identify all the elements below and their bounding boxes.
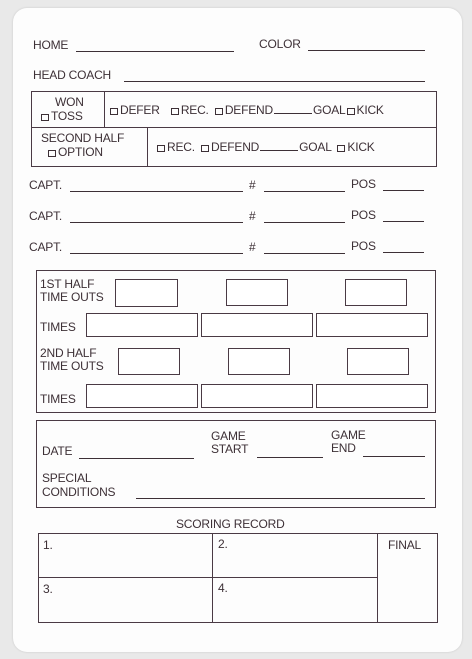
scoring-col-divider xyxy=(212,533,213,623)
game-start-field[interactable] xyxy=(257,457,323,458)
scoring-table xyxy=(38,533,438,623)
first-half-timeout-2[interactable] xyxy=(226,279,288,306)
goal-label: GOAL xyxy=(312,103,346,117)
second-half-to-label-line2: TIME OUTS xyxy=(40,359,104,373)
capt-number-field-1[interactable] xyxy=(264,191,345,192)
rec-checkbox[interactable] xyxy=(171,108,179,115)
capt-pos-label-3: POS xyxy=(351,239,376,253)
game-end-field[interactable] xyxy=(363,456,425,457)
option-checkbox[interactable] xyxy=(48,150,56,157)
game-start-label-line1: GAME xyxy=(211,429,246,443)
defend-goal-field[interactable] xyxy=(274,113,312,114)
second-half-defend-label: DEFEND xyxy=(211,140,260,154)
toss-choices-row xyxy=(110,104,384,117)
capt-label-1: CAPT. xyxy=(29,178,63,192)
capt-pos-label-1: POS xyxy=(351,177,376,191)
special-conditions-label-line2: CONDITIONS xyxy=(42,485,116,499)
capt-number-label-3: # xyxy=(249,240,256,254)
first-half-timeout-3[interactable] xyxy=(345,279,407,306)
final-col-divider xyxy=(377,533,378,623)
capt-pos-label-2: POS xyxy=(351,208,376,222)
color-field[interactable] xyxy=(308,50,425,51)
second-half-timeout-1[interactable] xyxy=(118,348,180,375)
game-end-label-line1: GAME xyxy=(331,428,366,442)
home-field[interactable] xyxy=(76,51,234,52)
quarter-3-label: 3. xyxy=(43,582,53,596)
scoring-row-divider xyxy=(38,577,378,578)
second-half-time-2[interactable] xyxy=(201,384,313,408)
defer-checkbox[interactable] xyxy=(110,108,118,115)
special-conditions-field[interactable] xyxy=(136,498,425,499)
toss-divider xyxy=(31,127,437,128)
second-half-defend-goal-field[interactable] xyxy=(260,150,298,151)
toss-label: TOSS xyxy=(51,109,83,123)
first-half-time-1[interactable] xyxy=(86,313,198,337)
head-coach-field[interactable] xyxy=(124,81,425,82)
capt-number-field-2[interactable] xyxy=(264,222,345,223)
second-half-kick-label: KICK xyxy=(347,140,375,154)
date-field[interactable] xyxy=(79,458,194,459)
second-half-timeout-3[interactable] xyxy=(347,348,409,375)
toss-checkbox[interactable] xyxy=(41,114,49,121)
toss-col-divider xyxy=(104,91,105,127)
capt-name-field-3[interactable] xyxy=(70,253,243,254)
second-half-label: SECOND HALF xyxy=(41,131,125,145)
option-label: OPTION xyxy=(58,145,103,159)
capt-name-field-1[interactable] xyxy=(70,191,243,192)
rec-label: REC. xyxy=(180,103,209,117)
capt-number-label-2: # xyxy=(249,209,256,223)
coin-toss-card xyxy=(13,8,462,652)
first-half-time-2[interactable] xyxy=(201,313,313,337)
head-coach-label: HEAD COACH xyxy=(33,68,112,82)
game-start-label-line2: START xyxy=(211,442,249,456)
special-conditions-label-line1: SPECIAL xyxy=(42,471,92,485)
second-half-time-3[interactable] xyxy=(316,384,428,408)
defer-label: DEFER xyxy=(120,103,160,117)
quarter-1-label: 1. xyxy=(43,538,53,552)
second-half-defend-checkbox[interactable] xyxy=(201,145,209,152)
quarter-2-label: 2. xyxy=(218,537,228,551)
second-half-goal-label: GOAL xyxy=(299,140,332,154)
capt-pos-field-1[interactable] xyxy=(383,190,424,191)
color-label: COLOR xyxy=(259,37,301,51)
defend-checkbox[interactable] xyxy=(215,108,223,115)
capt-number-field-3[interactable] xyxy=(264,253,345,254)
second-half-times-label: TIMES xyxy=(40,392,76,406)
second-half-choices-row xyxy=(157,141,375,154)
quarter-4-label: 4. xyxy=(218,581,228,595)
second-half-option[interactable] xyxy=(48,146,103,159)
capt-name-field-2[interactable] xyxy=(70,222,243,223)
second-half-time-1[interactable] xyxy=(86,384,198,408)
date-label: DATE xyxy=(42,444,73,458)
kick-label: KICK xyxy=(356,103,384,117)
game-end-label-line2: END xyxy=(331,441,356,455)
scoring-record-title: SCORING RECORD xyxy=(176,517,285,531)
first-half-time-3[interactable] xyxy=(316,313,428,337)
first-half-timeout-1[interactable] xyxy=(115,279,178,307)
toss-option[interactable] xyxy=(41,110,83,123)
capt-label-2: CAPT. xyxy=(29,209,63,223)
home-label: HOME xyxy=(33,38,69,52)
second-half-rec-label: REC. xyxy=(167,140,195,154)
second-half-kick-checkbox[interactable] xyxy=(337,145,345,152)
second-half-col-divider xyxy=(147,127,148,167)
kick-checkbox[interactable] xyxy=(347,108,355,115)
first-half-label-line1: 1ST HALF xyxy=(40,277,95,291)
capt-number-label-1: # xyxy=(249,178,256,192)
second-half-to-label-line1: 2ND HALF xyxy=(40,346,97,360)
capt-pos-field-3[interactable] xyxy=(383,252,424,253)
defend-label: DEFEND xyxy=(224,103,273,117)
capt-pos-field-2[interactable] xyxy=(383,221,424,222)
first-half-times-label: TIMES xyxy=(40,320,76,334)
first-half-label-line2: TIME OUTS xyxy=(40,290,104,304)
final-label: FINAL xyxy=(388,538,422,552)
second-half-rec-checkbox[interactable] xyxy=(157,145,165,152)
capt-label-3: CAPT. xyxy=(29,240,63,254)
second-half-timeout-2[interactable] xyxy=(228,348,290,375)
won-label: WON xyxy=(55,95,84,109)
